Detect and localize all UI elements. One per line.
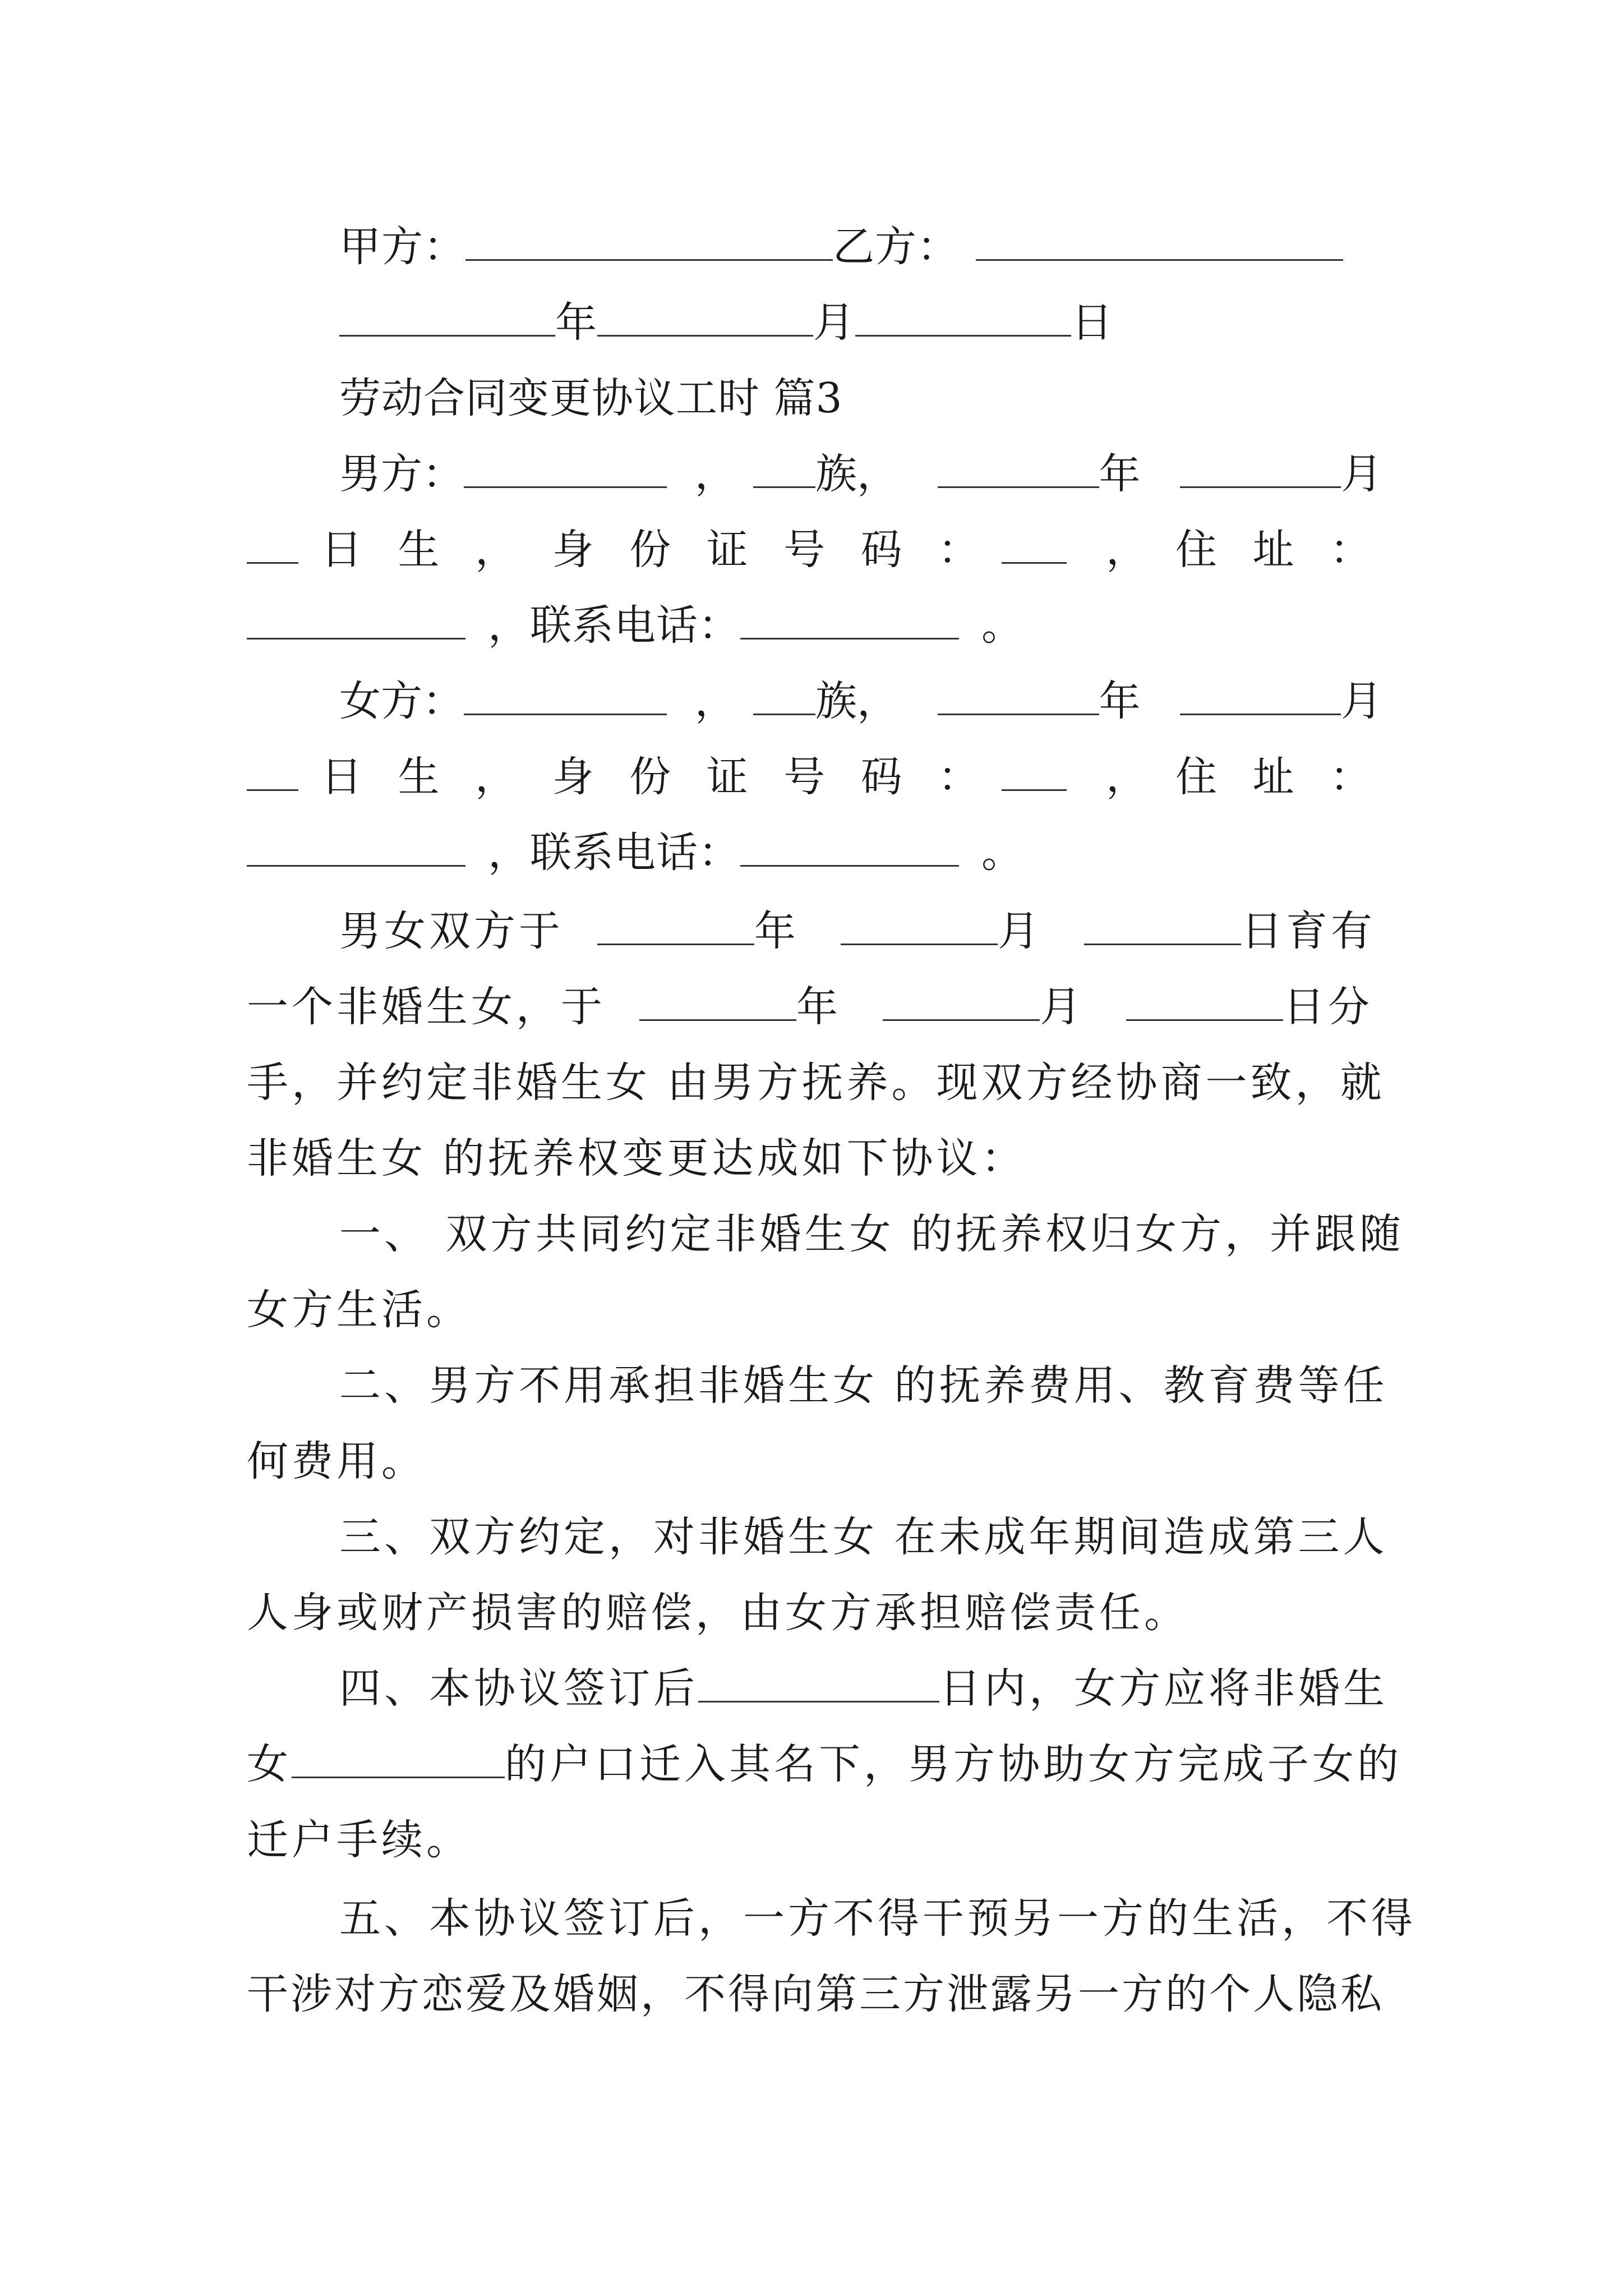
female-id-blank xyxy=(1002,748,1067,791)
day-label: 日 xyxy=(1071,298,1113,347)
female-ethnic-blank xyxy=(753,672,815,715)
male-line-3 xyxy=(247,595,1023,656)
intro-l2-start: 一个非婚生女，于 xyxy=(247,983,606,1031)
male-born-label: 日 生 ， 身 份 证 号 码 ： xyxy=(321,526,991,574)
clause-4-l2-start: 女 xyxy=(247,1740,292,1788)
male-year-blank xyxy=(938,445,1099,488)
male-phone-blank xyxy=(740,596,959,639)
female-label: 女方： xyxy=(339,677,464,725)
male-line-1 xyxy=(339,443,1382,505)
female-phone-blank xyxy=(740,823,959,867)
month-label: 月 xyxy=(813,298,855,347)
intro-month-label: 月 xyxy=(998,907,1039,955)
party-a-blank xyxy=(465,218,833,261)
male-ethnic-blank xyxy=(753,445,815,488)
clause-4-line-2 xyxy=(247,1733,1402,1795)
intro-start: 男女双方于 xyxy=(339,907,564,955)
male-id-blank xyxy=(1002,521,1067,564)
intro-l2-year-blank xyxy=(639,978,796,1021)
clause-4-l2-end: 的户口迁入其名下，男方协助女方完成子女的 xyxy=(505,1740,1402,1788)
clause-4-line-1 xyxy=(339,1658,1388,1719)
clause-5-line-1: 五、本协议签订后，一方不得干预另一方的生活，不得 xyxy=(339,1894,1416,1943)
intro-end: 日育有 xyxy=(1241,907,1376,955)
clause-5-line-2: 干涉对方恋爱及婚姻，不得向第三方泄露另一方的个人隐私 xyxy=(247,1970,1384,2018)
intro-month-blank xyxy=(841,902,998,945)
clause-4-days-blank xyxy=(698,1659,939,1703)
clause-4-name-blank xyxy=(292,1735,505,1778)
female-period: 。 xyxy=(981,829,1023,877)
clause-4-line-3: 迁户手续。 xyxy=(247,1816,471,1864)
male-line-2 xyxy=(247,519,1382,581)
female-line-1 xyxy=(339,670,1382,732)
female-address-label: 住 址 ： xyxy=(1175,753,1382,801)
intro-line-3: 手，并约定非婚生女 由男方抚养。现双方经协商一致，就 xyxy=(247,1059,1385,1107)
clause-1-line-1: 一、 双方共同约定非婚生女 的抚养权归女方，并跟随 xyxy=(339,1210,1405,1258)
intro-l2-month-label: 月 xyxy=(1040,983,1081,1031)
male-address-blank xyxy=(247,596,465,639)
female-day-blank xyxy=(247,748,298,791)
intro-l2-year-label: 年 xyxy=(796,983,838,1031)
female-comma: ， xyxy=(694,677,736,725)
female-month-blank xyxy=(1180,672,1341,715)
intro-l2-end: 日分 xyxy=(1283,983,1373,1031)
clause-4-l1-start: 四、本协议签订后 xyxy=(339,1664,698,1713)
male-address-label: 住 址 ： xyxy=(1175,526,1382,574)
intro-l2-day-blank xyxy=(1126,978,1283,1021)
section-title: 劳动合同变更协议工时 篇3 xyxy=(339,374,843,422)
party-b-label: 乙方： xyxy=(833,223,959,271)
male-month-label: 月 xyxy=(1341,450,1382,498)
male-year-label: 年 xyxy=(1099,450,1141,498)
intro-line-1 xyxy=(339,900,1382,962)
female-line-3 xyxy=(247,822,1023,884)
clause-3-line-1: 三、双方约定，对非婚生女 在未成年期间造成第三人 xyxy=(339,1513,1388,1561)
female-year-label: 年 xyxy=(1099,677,1141,725)
male-addr-comma: ， xyxy=(1105,526,1147,574)
party-a-label: 甲方： xyxy=(339,223,465,271)
signature-line xyxy=(339,216,1343,278)
female-ethnic-label: 族， xyxy=(815,677,898,725)
date-line xyxy=(339,292,1113,353)
female-address-blank xyxy=(247,823,465,867)
female-year-blank xyxy=(938,672,1099,715)
female-phone-label: ，联系电话： xyxy=(488,829,740,877)
party-b-blank xyxy=(976,218,1343,261)
female-name-blank xyxy=(464,672,667,715)
female-addr-comma: ， xyxy=(1105,753,1147,801)
male-day-blank xyxy=(247,521,298,564)
clause-4-l1-end: 日内，女方应将非婚生 xyxy=(939,1664,1388,1713)
clause-2-line-2: 何费用。 xyxy=(247,1437,426,1485)
male-phone-label: ，联系电话： xyxy=(488,601,740,650)
intro-line-4: 非婚生女 的抚养权变更达成如下协议： xyxy=(247,1134,1026,1182)
male-ethnic-label: 族， xyxy=(815,450,898,498)
female-line-2 xyxy=(247,746,1382,808)
clause-2-line-1: 二、男方不用承担非婚生女 的抚养费用、教育费等任 xyxy=(339,1361,1388,1410)
intro-l2-month-blank xyxy=(883,978,1040,1021)
year-blank xyxy=(339,293,555,337)
clause-3-line-2: 人身或财产损害的赔偿，由女方承担赔偿责任。 xyxy=(247,1589,1189,1637)
intro-day-blank xyxy=(1084,902,1241,945)
female-month-label: 月 xyxy=(1341,677,1382,725)
intro-year-blank xyxy=(597,902,754,945)
male-comma: ， xyxy=(694,450,736,498)
intro-line-2 xyxy=(247,976,1382,1038)
intro-year-label: 年 xyxy=(754,907,796,955)
month-blank xyxy=(597,293,813,337)
male-name-blank xyxy=(464,445,667,488)
year-label: 年 xyxy=(555,298,597,347)
male-period: 。 xyxy=(981,601,1023,650)
male-label: 男方： xyxy=(339,450,464,498)
clause-1-line-2: 女方生活。 xyxy=(247,1286,471,1334)
day-blank xyxy=(855,293,1071,337)
female-born-label: 日 生 ， 身 份 证 号 码 ： xyxy=(321,753,991,801)
male-month-blank xyxy=(1180,445,1341,488)
